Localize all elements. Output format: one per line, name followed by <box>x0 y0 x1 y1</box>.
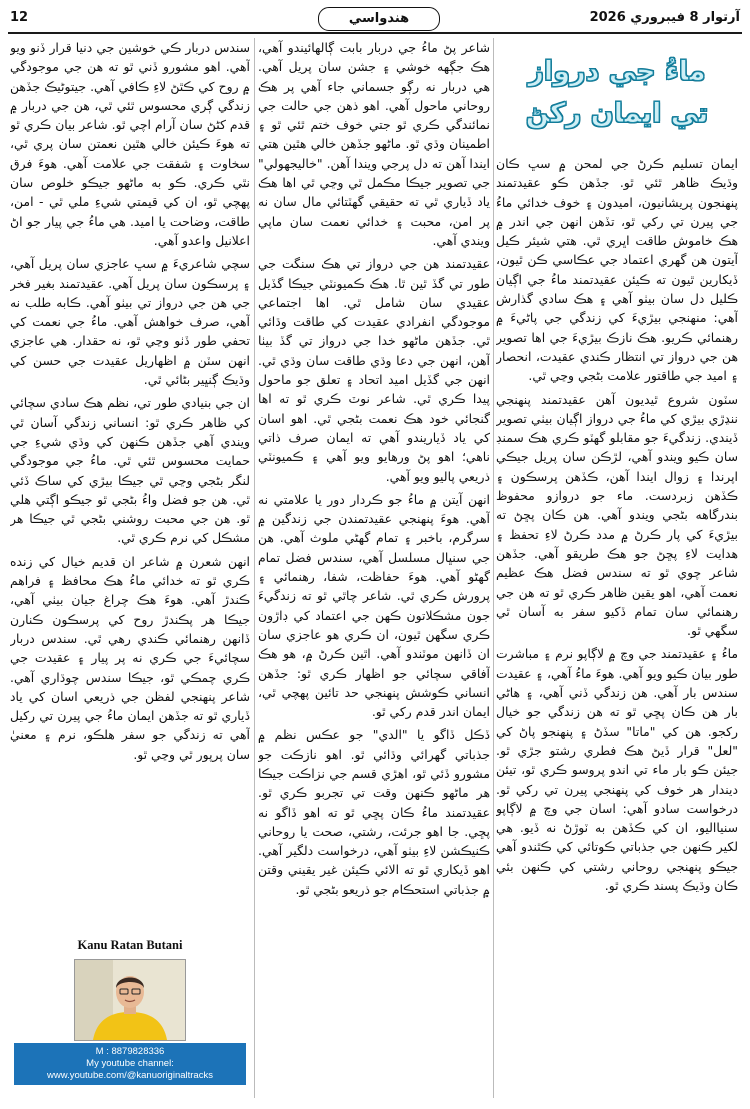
paragraph: ايمان تسليم ڪرڻ جي لمحن ۾ سڀ ڪان وڌيڪ ظاهر ٿئي ٿو. جڏهن ڪو عقيدتمند پنهنجون پريشانيون، اميدون ۽ خوف خدائي ماءُ جي پيرن تي رکي ٿو، تڏهن انهن جي اندر ۾ هڪ خاموش طاقت اڀري ٿي. هتي شيئر ڪيل آيتون هن گهري اعتماد جي عڪاسي ڪن ٿيون، ڏيکارين ٿيون ته ڪيئن عقيدتمند ماءُ جي اڳيان ڪليل دل سان بيٺو آهي ۽ هڪ سادي گذارش آهي: منهنجي بيڙيءَ کي زندگي جي پاڻيءَ ۾ رهنمائي ڪريو. هڪ نازڪ بيڙيءَ جي اها تصوير هن جي درواز تي انتظار ڪندي عقيدت، انحصار ۽ اميد جي طاقتور علامت بڻجي وڃي ٿي. <box>496 156 738 384</box>
column-divider <box>493 38 494 1098</box>
paragraph: سچي شاعريءَ ۾ سڀ عاجزي سان پريل آهي، ۽ پرسڪون سان پريل آهي. عقيدتمند بغير فخر جي هن جي درواز تي بيٺو آهي. ڪابه طلب نه آهي، صرف خواهش آهي. ماءُ جي نعمت کي تحفي طور ڏٺو وڃي ٿو، نه حقدار. هي عاجزي انهن سٽن ۾ اظهاريل عقيدت جي حسن کي وڌيڪ ڳنڀير بڻائي ٿي. <box>10 256 250 388</box>
paragraph: ان جي بنيادي طور تي، نظم هڪ سادي سچائي کي ظاهر ڪري ٿو: انساني زندگي آسان ٿي ويندي آهي جڏهن ڪنهن کي وڌي شيءِ جي حمايت محسوس ٿئي ٿي. ماءُ جي موجودگي لنگر بڻجي وڃي ٿي جيڪا بيڙي کي ساڪ ڏئي ٿي. هن جو فضل واءُ بڻجي ٿو جيڪو اڳتي هلي ٿو. هن جي محبت روشني بڻجي ٿي جيڪا هر مشڪل کي نرم ڪري ٿي. <box>10 395 250 546</box>
paragraph: انهن شعرن ۾ شاعر ان قديم خيال کي زنده ڪري ٿو ته خدائي ماءُ هڪ محافظ ۽ فراهم ڪندڙ آهي. هوءَ هڪ چراغ جيان بيٺي آهي، جيڪا هر پڪندڙ روح کي پرسڪون ڪنارن ڏانهن رهنمائي ڪندي رهي ٿي. سندس دربار سچائيءَ جي ڪري نه پر پيار ۽ عقيدت جي ڪري چمڪي ٿو، جيڪا سندس چوڌاري آهي. شاعر پنهنجي لفظن جي ذريعي اسان کي ياد ڏياري ٿو ته جڏهن ايمان ماءُ جي پيرن تي رکيل آهي ته زندگي جو سفر هلڪو، نرم ۽ معنيٰ سان پرپور ٿي وڃي ٿو. <box>10 553 250 762</box>
author-photo <box>74 959 186 1041</box>
contact-box <box>14 1043 246 1085</box>
paragraph: عقيدتمند هن جي درواز تي هڪ سنگت جي طور تي گڏ ٿين ٿا. هڪ ڪميونٽي جيڪا گڏيل عقيدي سان شامل ٿي. اها اجتماعي موجودگي انفرادي عقيدت کي طاقت وڌائي ٿي. جڏهن ماڻهو خدا جي درواز تي گڏ بيٺا آهن، انهن جي دعا وڌي طاقت سان وڌي ٿي. انهن جي گڏيل اميد اتحاد ۽ تعلق جو ماحول پيدا ڪري ٿي. شاعر نوٽ ڪري ٿو ته اها گنجائي خود هڪ نعمت بڻجي ٿي. اهو اسان کي ياد ڏياريندو آهي ته ايمان صرف ذاتي ناهي؛ اهو پڻ ورهايو ويو آهي ۽ ڪميونٽي ذريعي پاليو ويو آهي. <box>258 256 490 484</box>
paragraph: ماءُ ۽ عقيدتمند جي وچ ۾ لاڳاپو نرم ۽ مباشرت طور بيان ڪيو ويو آهي. هوءَ ماءُ آهي، ۽ عقيدت سندس بار آهي. هن زندگي ڏني آهي، ۽ هاڻي بار هن ڪان پڇي ٿو ته هن زندگي جو خيال رکجو. هن کي "ماتا" سڏڻ ۽ پنهنجو پاڻ کي "لعل" قرار ڏيڻ هڪ فطري رشتو جڙي ٿو. جيئن ڪو بار ماء تي اندو پروسو ڪري ٿو، تيئن ديندار هر خوف کي پنهنجي پيرن تي رکي ٿو. درخواست سادو آهي: اسان جي وچ ۾ لاڳاپو سنيااليو، ان کي ڪڏهن به ٽوڙڻ نه ڏيو. هي لکير ڪنهن جي جذباتي ڪوتائي کي ڪٿندو آهي جيڪو پنهنجي روحاني رشتي کي ڪنهن بئي ڪان وڌيڪ پسند ڪري ٿو. <box>496 646 738 893</box>
paragraph: سندس دربار ڪي خوشين جي دنيا قرار ڏنو ويو آهي. اهو مشورو ڏني ٿو ته هن جي موجودگي ۾ روح کي ڪٿڻ لاءِ ڪافي آهي. جيتوڻيڪ جڏهن زندگي ڳري محسوس ٿئي ٿي، هن جي دربار ۾ قدم کڻڻ سان آرام اچي ٿو. شاعر بيان ڪري ٿو ته هوءَ ڪيئن خالي هٿين نعمتن سان پري ٿي، سخاوت ۽ شفقت جي علامت آهي. هوءَ فرق نٿي ڪري. ڪو به ماڻهو جيڪو خلوص سان پهچي ٿو، ان کي قيمتي شيءِ ملي ٿي - امن، طاقت، وضاحت يا اميد. هي ماءُ جي پيار جو اڻ اعلانيل واعدو آهي. <box>10 40 250 248</box>
dateline: آرتوار 8 فيبروري 2026 <box>589 10 740 25</box>
author-portrait-icon <box>75 960 185 1040</box>
youtube-link[interactable]: www.youtube.com/@kanuoriginaltracks <box>47 1070 213 1081</box>
paragraph: شاعر پڻ ماءُ جي دربار بابت ڳالهائيندو آهي، هڪ جڳهه خوشي ۽ جشن سان پريل آهي. هي دربار نه رڳو جسماني جاء آهي پر هڪ روحاني ماحول آهي. اهو ذهن جي حالت جي نمائندگي ڪري ٿو جتي خوف ختم ٿئي ٿو ۽ اطمينان وڌي ٿو. ماڻهو جڏهن خالي هٿين هتي ايندا آهن ته دل پرجي ويندا آهن. "خاليجهولي" جي تصوير جيڪا مڪمل ٿي وڃي ٿي اها هڪ ياد ڏياري ٿي ته حقيقي گهٽتائي مال سان نه پر امن، محبت ۽ خدائي نعمت سان ماپي ويندي آهي. <box>258 40 490 248</box>
page-header <box>8 6 742 34</box>
paragraph: سٽون شروع ٿيديون آهن عقيدتمند پنهنجي ننڍڙي بيڙي کي ماءُ جي درواز اڳيان بيٺي تصوير ڏيندي. زندگيءَ جو مقابلو گهٽو ڪري هڪ سمنڊ سان ڪيو ويندو آهي، لڙڪن سان پريل جيڪي اپرندا ۽ زوال ايندا آهن، ڪڏهن پرسڪون ۽ ڪڏهن زبردست. ماء جو دروازو محفوظ بندرگاهه بڻجي ويندو آهي. هن ڪان پڇڻ ته بيڙيءَ کي پار ڪرڻ ۾ مدد ڪرڻ لاءِ تحفظ ۽ هدايت لاءِ پڇڻ جو هڪ طريقو آهي. جڏهن شاعر چوي ٿو ته سندس فضل هڪ عظيم نعمت آهي، اهو يقين ظاهر ڪري ٿو ته هن جي رهنمائي سان تمام ڏکيو سفر به آسان ٿي سگهي ٿو. <box>496 391 738 639</box>
author-name: Kanu Ratan Butani <box>77 938 183 952</box>
article-title <box>496 38 738 148</box>
page-number: 12 <box>10 10 29 25</box>
article-title-line: ماءُ جي درواز <box>528 56 706 87</box>
paragraph: انهن آيتن ۾ ماءُ جو ڪردار دور يا علامتي نه آهي. هوءَ پنهنجي عقيدتمندن جي زندگين ۾ سرگرم، باخبر ۽ تمام گهڻي ملوث آهي. هن جي سنڀال مسلسل آهي، سندس فضل تمام گهڻو آهي. هوءَ حفاظت، شفا، رهنمائي ۽ پرورش ڪري ٿي. شاعر چاٿي ٿو ته زندگيءَ جون مشڪلاتون ڪهن جي اعتماد کي ڊاڙون ڪري سگهن ٿيون، ان ڪري هو عاجزي سان ان ڏانهن موٽندو آهي. اٿين ڪرڻ ۾، هو هڪ آفاقي سچائي جو اظهار ڪري ٿو: جڏهن انساني ڪوشش پنهنجي حد تائين پهچي ٿي، ايمان اندر قدم رکي ٿو. <box>258 491 490 720</box>
youtube-label: My youtube channel: <box>86 1058 174 1069</box>
masthead-logo: هندواسي <box>318 7 440 31</box>
article-title-line: تي ايمان رکڻ <box>525 98 709 129</box>
paragraph: ڏڪل ڏاگو يا "الدي" جو عڪس نظم ۾ جذباتي گهرائي وڌائي ٿو. اهو نازڪت جو مشورو ڏئي ٿو، اهڙي قسم جي نزاڪت جيڪا هر ماڻهو ڪنهن وقت تي تجربو ڪري ٿو. عقيدتمند ماءُ ڪان پڇي ٿو ته اهو ڏاگو نه پڇي. جا اهو جرئت، رشتي، صحت يا روحاني ڪنيڪشن لاءِ بيٺو آهي، درخواست دلگير آهي. اهو ڏيکاري ٿو ته الائي ڪيئن غير يقيني وقتن ۾ جذباتي استحڪام جو ذريعو بڻجي ٿو. <box>258 727 490 897</box>
mobile-number: M : 8879828336 <box>95 1046 165 1057</box>
column-divider <box>254 38 255 1098</box>
author-block <box>14 938 246 1085</box>
article-column-left <box>10 38 250 938</box>
article-column-middle <box>258 38 490 1098</box>
article-column-right <box>496 38 738 1098</box>
